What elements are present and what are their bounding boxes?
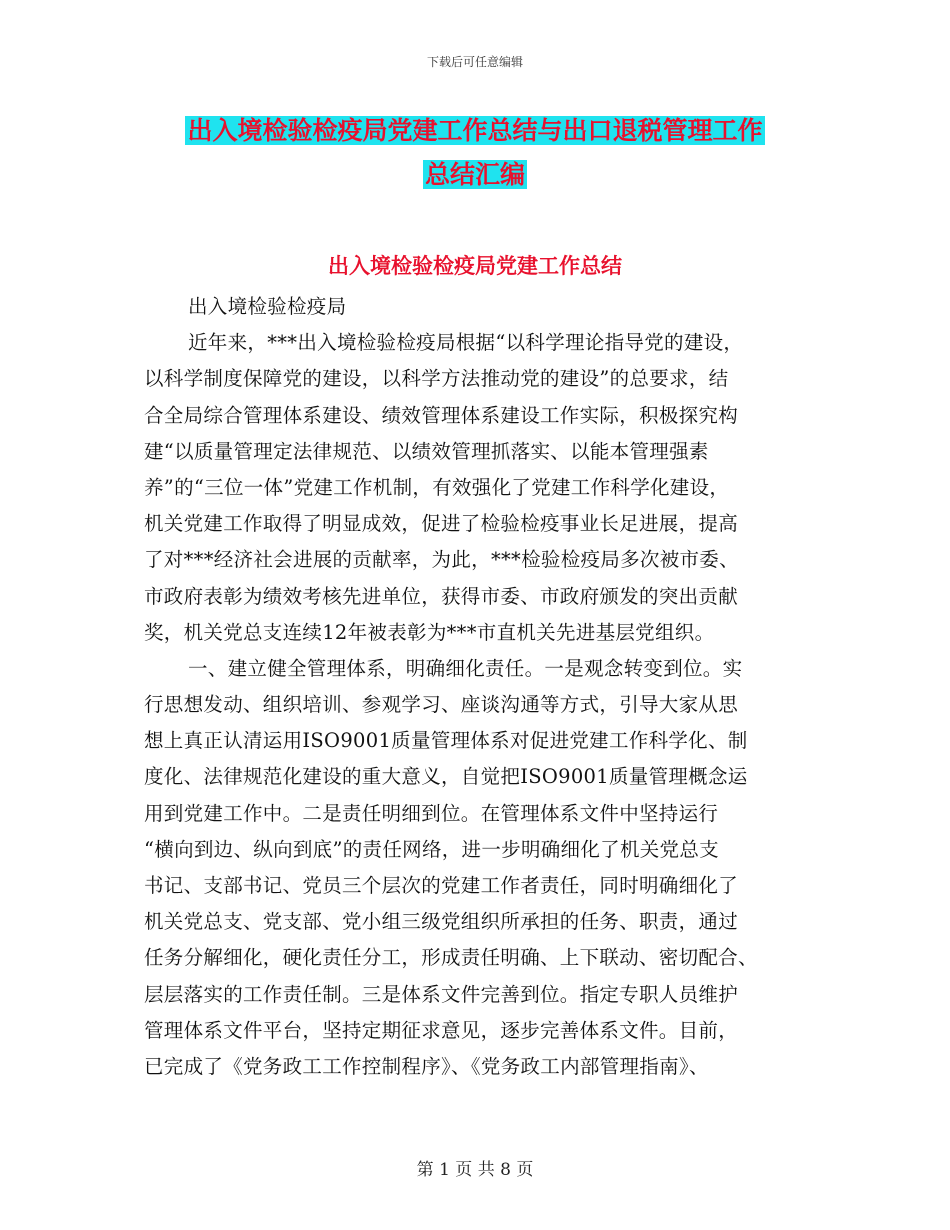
document-title-text-2: 总结汇编	[424, 160, 525, 189]
body-text	[144, 289, 806, 1085]
body-line: 合全局综合管理体系建设、绩效管理体系建设工作实际，积极探究构	[144, 403, 739, 427]
document-title-line-2	[0, 157, 950, 193]
body-line: 出入境检验检疫局	[188, 295, 347, 318]
document-title-text-1: 出入境检验检疫局党建工作总结与出口退税管理工作	[187, 116, 763, 145]
body-line: 以科学制度保障党的建设，以科学方法推动党的建设”的总要求，结	[144, 367, 729, 391]
body-line: 任务分解细化，硬化责任分工，形成责任明确、上下联动、密切配合、	[144, 946, 758, 970]
page-footer: 第 1 页 共 8 页	[416, 1160, 534, 1180]
body-line: 一、建立健全管理体系，明确细化责任。一是观念转变到位。实	[188, 656, 743, 680]
body-line: 机关党总支、党支部、党小组三级党组织所承担的任务、职责，通过	[144, 910, 739, 934]
body-line: 机关党建工作取得了明显成效，促进了检验检疫事业长足进展，提高	[144, 512, 739, 536]
body-line: 书记、支部书记、党员三个层次的党建工作者责任，同时明确细化了	[144, 874, 739, 897]
body-line: 奖，机关党总支连续12年被表彰为***市直机关先进基层党组织。	[144, 620, 715, 644]
body-line: 养”的“三位一体”党建工作机制，有效强化了党建工作科学化建设，	[144, 475, 730, 499]
body-line: 建“以质量管理定法律规范、以绩效管理抓落实、以能本管理强素	[144, 439, 709, 463]
body-line: 了对***经济社会进展的贡献率，为此，***检验检疫局多次被市委、	[144, 548, 739, 572]
body-line: 用到党建工作中。二是责任明细到位。在管理体系文件中坚持运行	[144, 801, 719, 825]
page-header: 下载后可任意编辑	[426, 55, 523, 69]
body-line: 行思想发动、组织培训、参观学习、座谈沟通等方式，引导大家从思	[144, 693, 739, 717]
section-title: 出入境检验检疫局党建工作总结	[328, 254, 622, 278]
body-line: 管理体系文件平台，坚持定期征求意见，逐步完善体系文件。目前，	[144, 1018, 739, 1042]
body-line: 近年来，***出入境检验检疫局根据“以科学理论指导党的建设，	[188, 331, 744, 355]
body-line: 层层落实的工作责任制。三是体系文件完善到位。指定专职人员维护	[144, 982, 739, 1006]
body-line: 想上真正认清运用ISO9001质量管理体系对促进党建工作科学化、制	[144, 729, 748, 753]
body-line: 度化、法律规范化建设的重大意义，自觉把ISO9001质量管理概念运	[144, 765, 748, 789]
body-line: 已完成了《党务政工工作控制程序》、《党务政工内部管理指南》、	[144, 1054, 709, 1078]
body-line: “横向到边、纵向到底”的责任网络，进一步明确细化了机关党总支	[144, 837, 719, 861]
body-line: 市政府表彰为绩效考核先进单位，获得市委、市政府颁发的突出贡献	[144, 584, 739, 608]
document-title-line-1	[0, 113, 950, 149]
